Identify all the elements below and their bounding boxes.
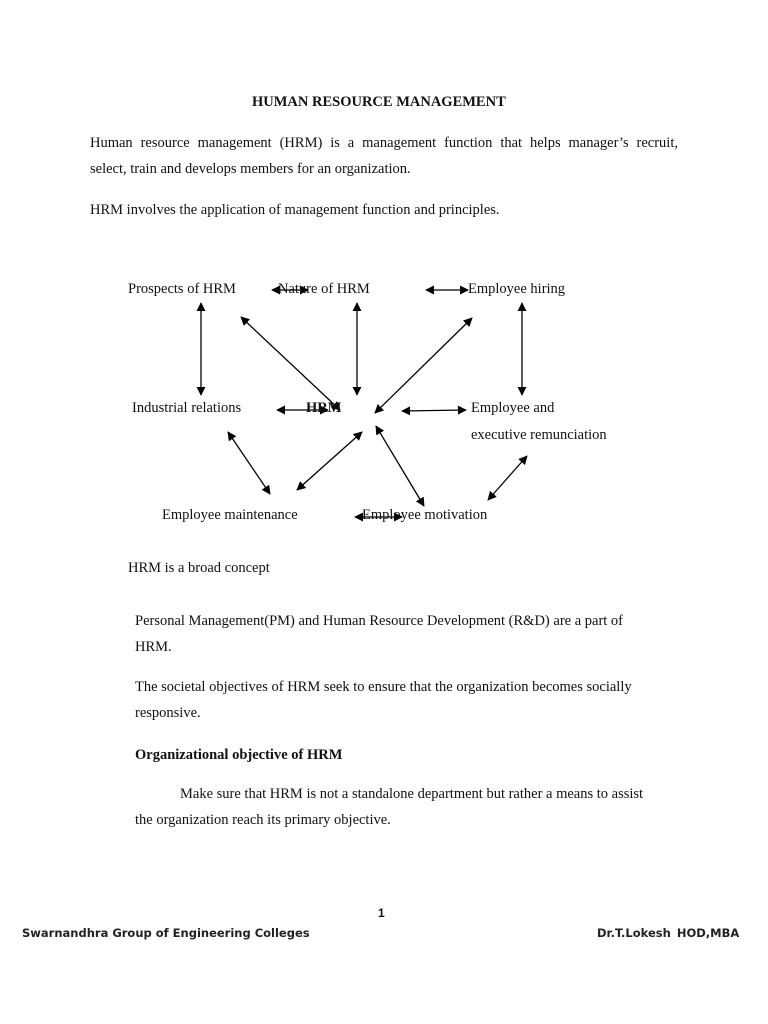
node-prospects: Prospects of HRM bbox=[128, 281, 236, 297]
footer-college: Swarnandhra Group of Engineering Colleges bbox=[22, 926, 310, 940]
node-maintenance: Employee maintenance bbox=[162, 507, 298, 523]
arrow-prospects-hrm bbox=[241, 317, 340, 410]
node-nature: Nature of HRM bbox=[278, 281, 370, 297]
node-motivation: Employee motivation bbox=[362, 507, 488, 523]
node-executive-line1: Employee and bbox=[471, 400, 555, 416]
arrow-industrial-maintenance bbox=[228, 432, 270, 494]
arrow-executive-motivation bbox=[488, 456, 527, 500]
page-number: 1 bbox=[378, 906, 385, 920]
intro-line-2: select, train and develops members for an organization. bbox=[90, 161, 411, 177]
arrow-hrm-motivation bbox=[376, 426, 424, 506]
pm-line-2: HRM. bbox=[135, 639, 172, 655]
org-objective-heading: Organizational objective of HRM bbox=[135, 747, 343, 763]
societal-line-1: The societal objectives of HRM seek to ensure that the organization becomes socially bbox=[135, 679, 632, 695]
org-line-1: Make sure that HRM is not a standalone department but rather a means to assist bbox=[180, 786, 644, 802]
arrow-hiring-hrm bbox=[375, 318, 472, 413]
pm-line-1: Personal Management(PM) and Human Resource Development (R&D) are a part of bbox=[135, 613, 624, 629]
involves-paragraph: HRM involves the application of management function and principles. bbox=[90, 202, 500, 218]
node-executive-line2: executive remunciation bbox=[471, 427, 607, 443]
node-hrm-center: HRM bbox=[306, 400, 342, 416]
footer-author: Dr.T.Lokesh HOD,MBA bbox=[597, 926, 740, 940]
pm-paragraph bbox=[135, 608, 655, 660]
societal-line-2: responsive. bbox=[135, 705, 201, 721]
arrow-hrm-maintenance bbox=[297, 432, 362, 490]
org-line-2: the organization reach its primary objective. bbox=[135, 812, 391, 828]
broad-concept: HRM is a broad concept bbox=[128, 560, 270, 576]
node-industrial: Industrial relations bbox=[132, 400, 242, 416]
societal-paragraph bbox=[135, 674, 655, 726]
node-hiring: Employee hiring bbox=[468, 281, 566, 297]
org-objective-paragraph bbox=[135, 781, 675, 833]
page-title: HUMAN RESOURCE MANAGEMENT bbox=[252, 94, 506, 110]
intro-line-1: Human resource management (HRM) is a management function that helps manager’s recruit, bbox=[90, 135, 678, 151]
arrow-hrm-executive bbox=[402, 410, 466, 411]
